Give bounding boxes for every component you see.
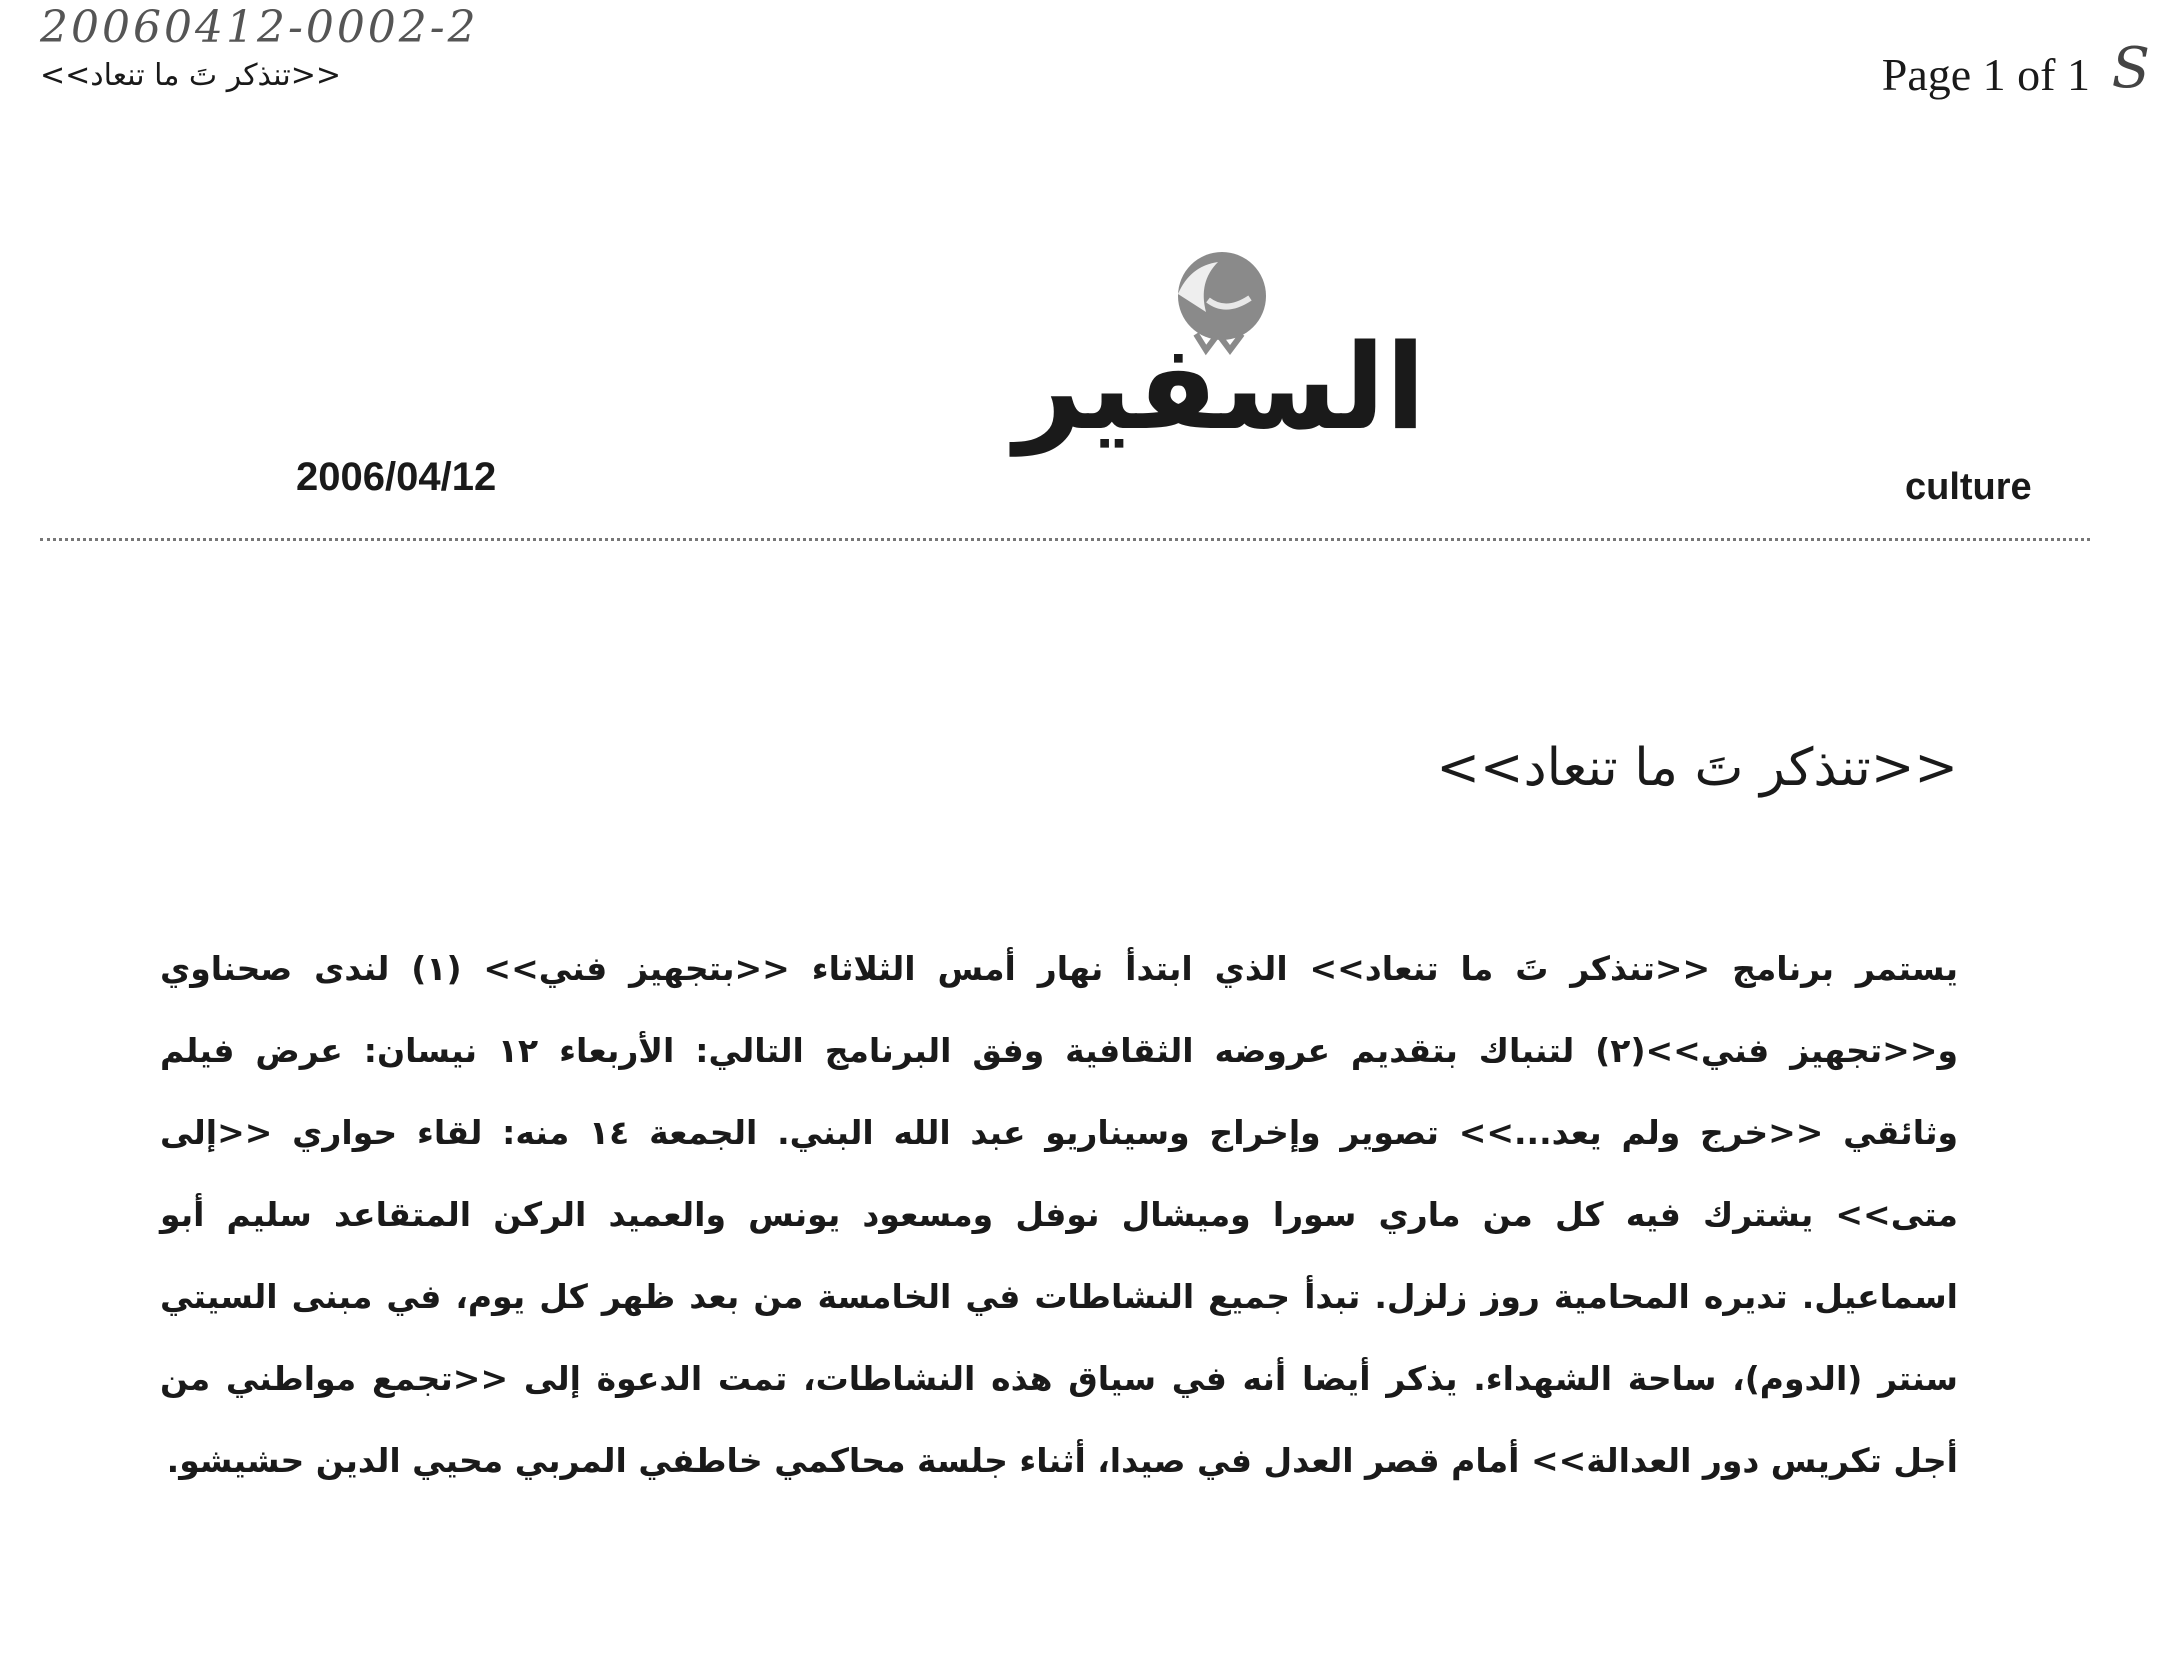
- newspaper-name: السفير: [1014, 318, 1426, 456]
- handwritten-page-mark: S: [2111, 36, 2150, 101]
- handwritten-document-id: 20060412-0002-2: [40, 2, 479, 53]
- section-label: culture: [1905, 466, 2032, 508]
- publication-date: 2006/04/12: [296, 455, 497, 499]
- article-body: يستمر برنامج <<تنذكر تَ ما تنعاد>> الذي ابتدأ نهار أمس الثلاثاء <<بتجهيز فني>> (١) لندى صحناوي و<<تجهيز فني>>(٢) لتنباك بتقديم عروضه الثقافية وفق البرنامج التالي: الأربعاء ١٢ نيسان: عرض فيلم وثائقي <<خرج ولم يعد...>> تصوير وإخراج وسيناريو عبد الله البني. الجمعة ١٤ منه: لقاء حواري <<إلى متى>> يشترك فيه كل من ماري سورا وميشال نوفل ومسعود يونس والعميد الركن المتقاعد سليم أبو اسماعيل. تديره المحامية روز زلزل. تبدأ جميع النشاطات في الخامسة من بعد ظهر كل يوم، في مبنى السيتي سنتر (الدوم)، ساحة الشهداء. يذكر أيضا أنه في سياق هذه النشاطات، تمت الدعوة إلى <<تجمع مواطني من أجل تكريس دور العدالة>> أمام قصر العدل في صيدا، أثناء جلسة محاكمي خاطفي المربي محيي الدين حشيشو.: [160, 949, 1958, 1480]
- header-divider: [40, 538, 2090, 541]
- page-number: Page 1 of 1: [1881, 49, 2090, 100]
- article-title: <<تنذكر تَ ما تنعاد>>: [1436, 738, 1958, 798]
- header-title: <<تنذكر تَ ما تنعاد>>: [40, 58, 341, 93]
